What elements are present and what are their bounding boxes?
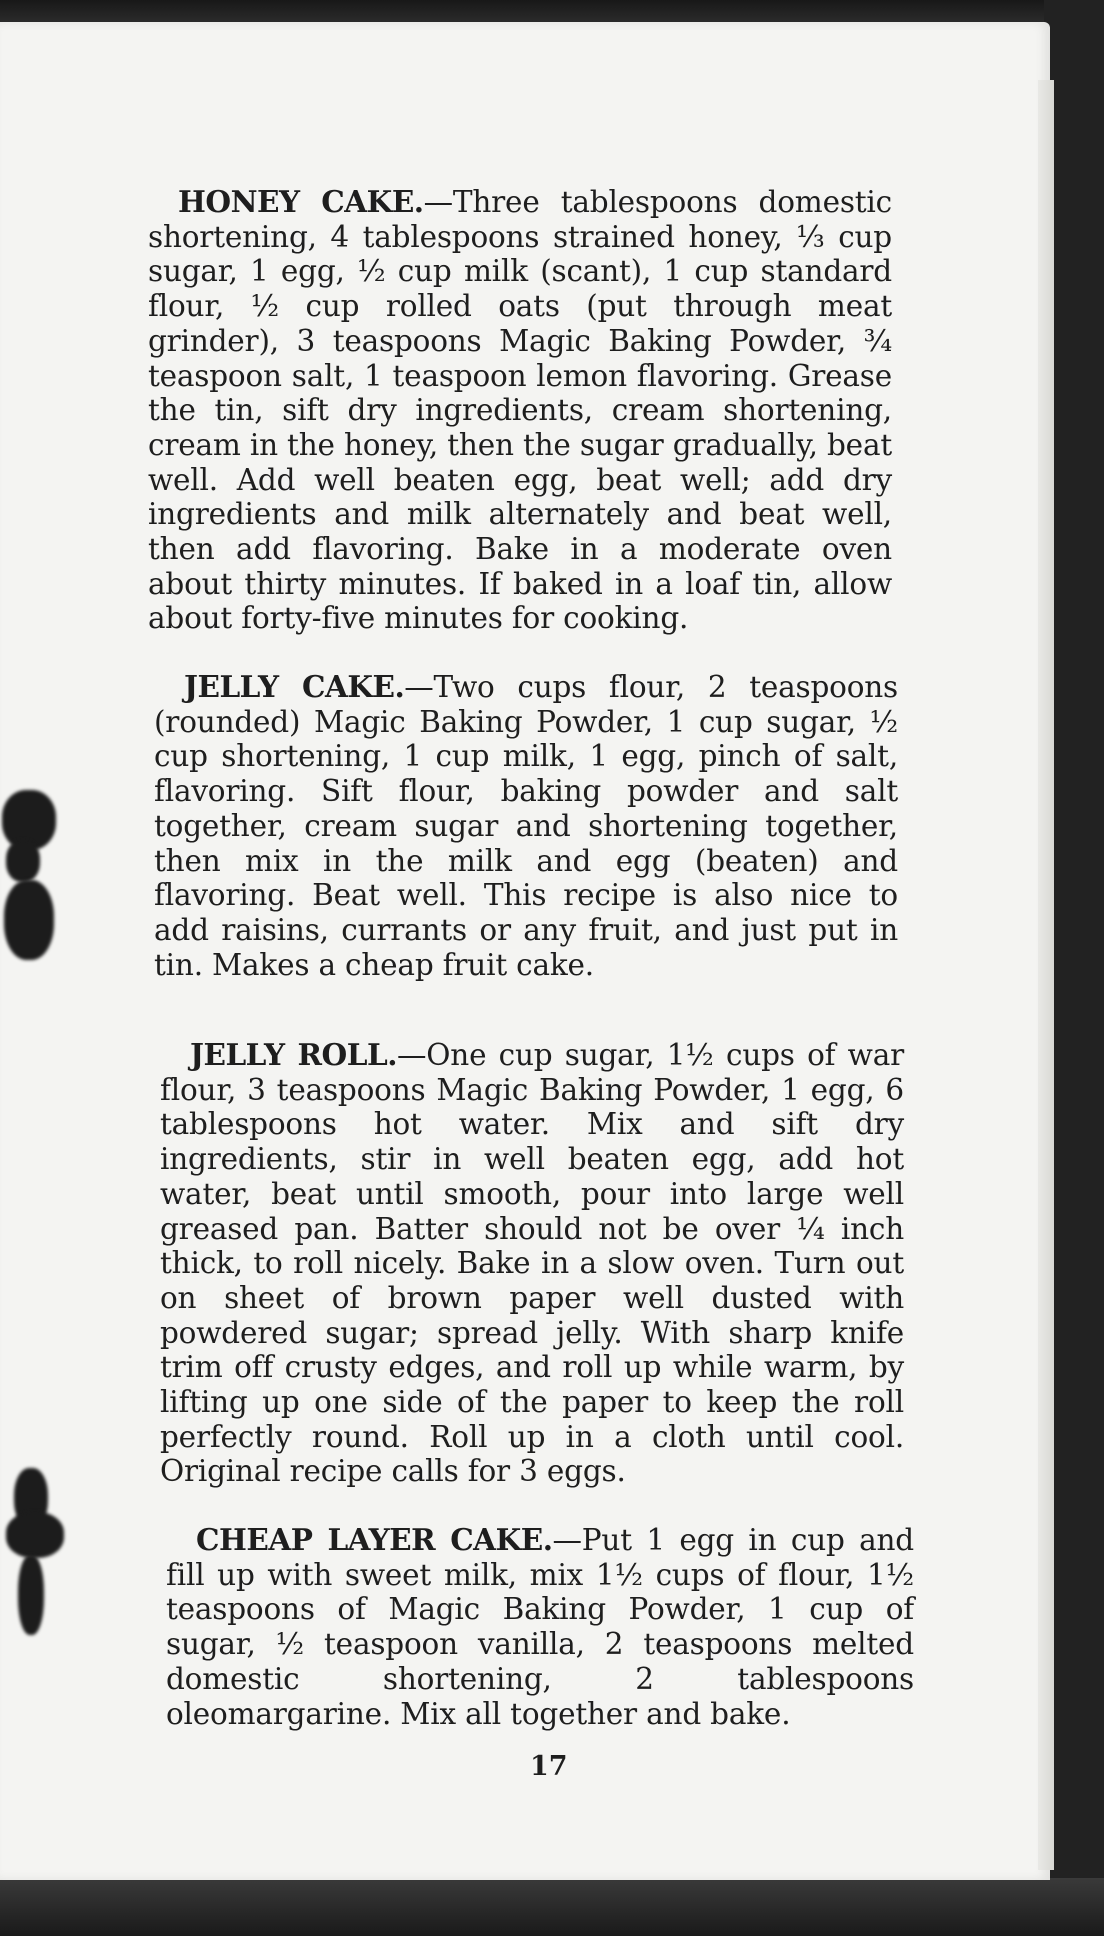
binding-blot bbox=[4, 880, 54, 960]
recipe-jelly-cake bbox=[154, 670, 898, 982]
page-edge bbox=[1038, 80, 1054, 1870]
binding-blot bbox=[6, 840, 40, 882]
recipe-jelly-roll bbox=[160, 1038, 904, 1489]
scan-frame-bottom bbox=[0, 1878, 1104, 1936]
page-number: 17 bbox=[530, 1751, 568, 1782]
recipe-body: —Put 1 egg in cup and fill up with sweet milk, mix 1½ cups of flour, 1½ teaspoons of Magic Baking Powder, 1 cup of sugar, ½ teaspoon vanilla, 2 teaspoons melted domestic shortening, 2 tablespoons oleomargarine. Mix all together and bake. bbox=[166, 1523, 914, 1731]
recipe-title: JELLY ROLL. bbox=[190, 1037, 397, 1072]
binding-blot bbox=[18, 1555, 44, 1635]
recipe-body: —One cup sugar, 1½ cups of war flour, 3 teaspoons Magic Baking Powder, 1 egg, 6 tablespoons hot water. Mix and sift dry ingredients, stir in well beaten egg, add hot water, beat until smooth, pour into large well greased pan. Batter should not be over ¼ inch thick, to roll nicely. Bake in a slow oven. Turn out on sheet of brown paper well dusted with powdered sugar; spread jelly. With sharp knife trim off crusty edges, and roll up while warm, by lifting up one side of the paper to keep the roll perfectly round. Roll up in a cloth until cool. Original recipe calls for 3 eggs. bbox=[160, 1038, 904, 1489]
recipe-title: CHEAP LAYER CAKE. bbox=[196, 1522, 553, 1557]
recipe-title: HONEY CAKE. bbox=[178, 184, 424, 219]
recipe-honey-cake bbox=[148, 185, 892, 636]
recipe-title: JELLY CAKE. bbox=[184, 669, 405, 704]
binding-blot bbox=[6, 1512, 64, 1558]
recipe-body: —Three tablespoons domestic shortening, 4 tablespoons strained honey, ⅓ cup sugar, 1 egg, ½ cup milk (scant), 1 cup standard flour, ½ cup rolled oats (put through meat grinder), 3 teaspoons Magic Baking Powder, ¾ teaspoon salt, 1 teaspoon lemon flavoring. Grease the tin, sift dry ingredients, cream shortening, cream in the honey, then the sugar gradually, beat well. Add well beaten egg, beat well; add dry ingredients and milk alternately and beat well, then add flavoring. Bake in a moderate oven about thirty minutes. If baked in a loaf tin, allow about forty-five minutes for cooking. bbox=[148, 185, 892, 636]
recipe-cheap-layer-cake bbox=[166, 1523, 914, 1731]
recipe-body: —Two cups flour, 2 teaspoons (rounded) Magic Baking Powder, 1 cup sugar, ½ cup shortening, 1 cup milk, 1 egg, pinch of salt, flavoring. Sift flour, baking powder and salt together, cream sugar and shortening together, then mix in the milk and egg (beaten) and flavoring. Beat well. This recipe is also nice to add raisins, currants or any fruit, and just put in tin. Makes a cheap fruit cake. bbox=[154, 670, 898, 982]
